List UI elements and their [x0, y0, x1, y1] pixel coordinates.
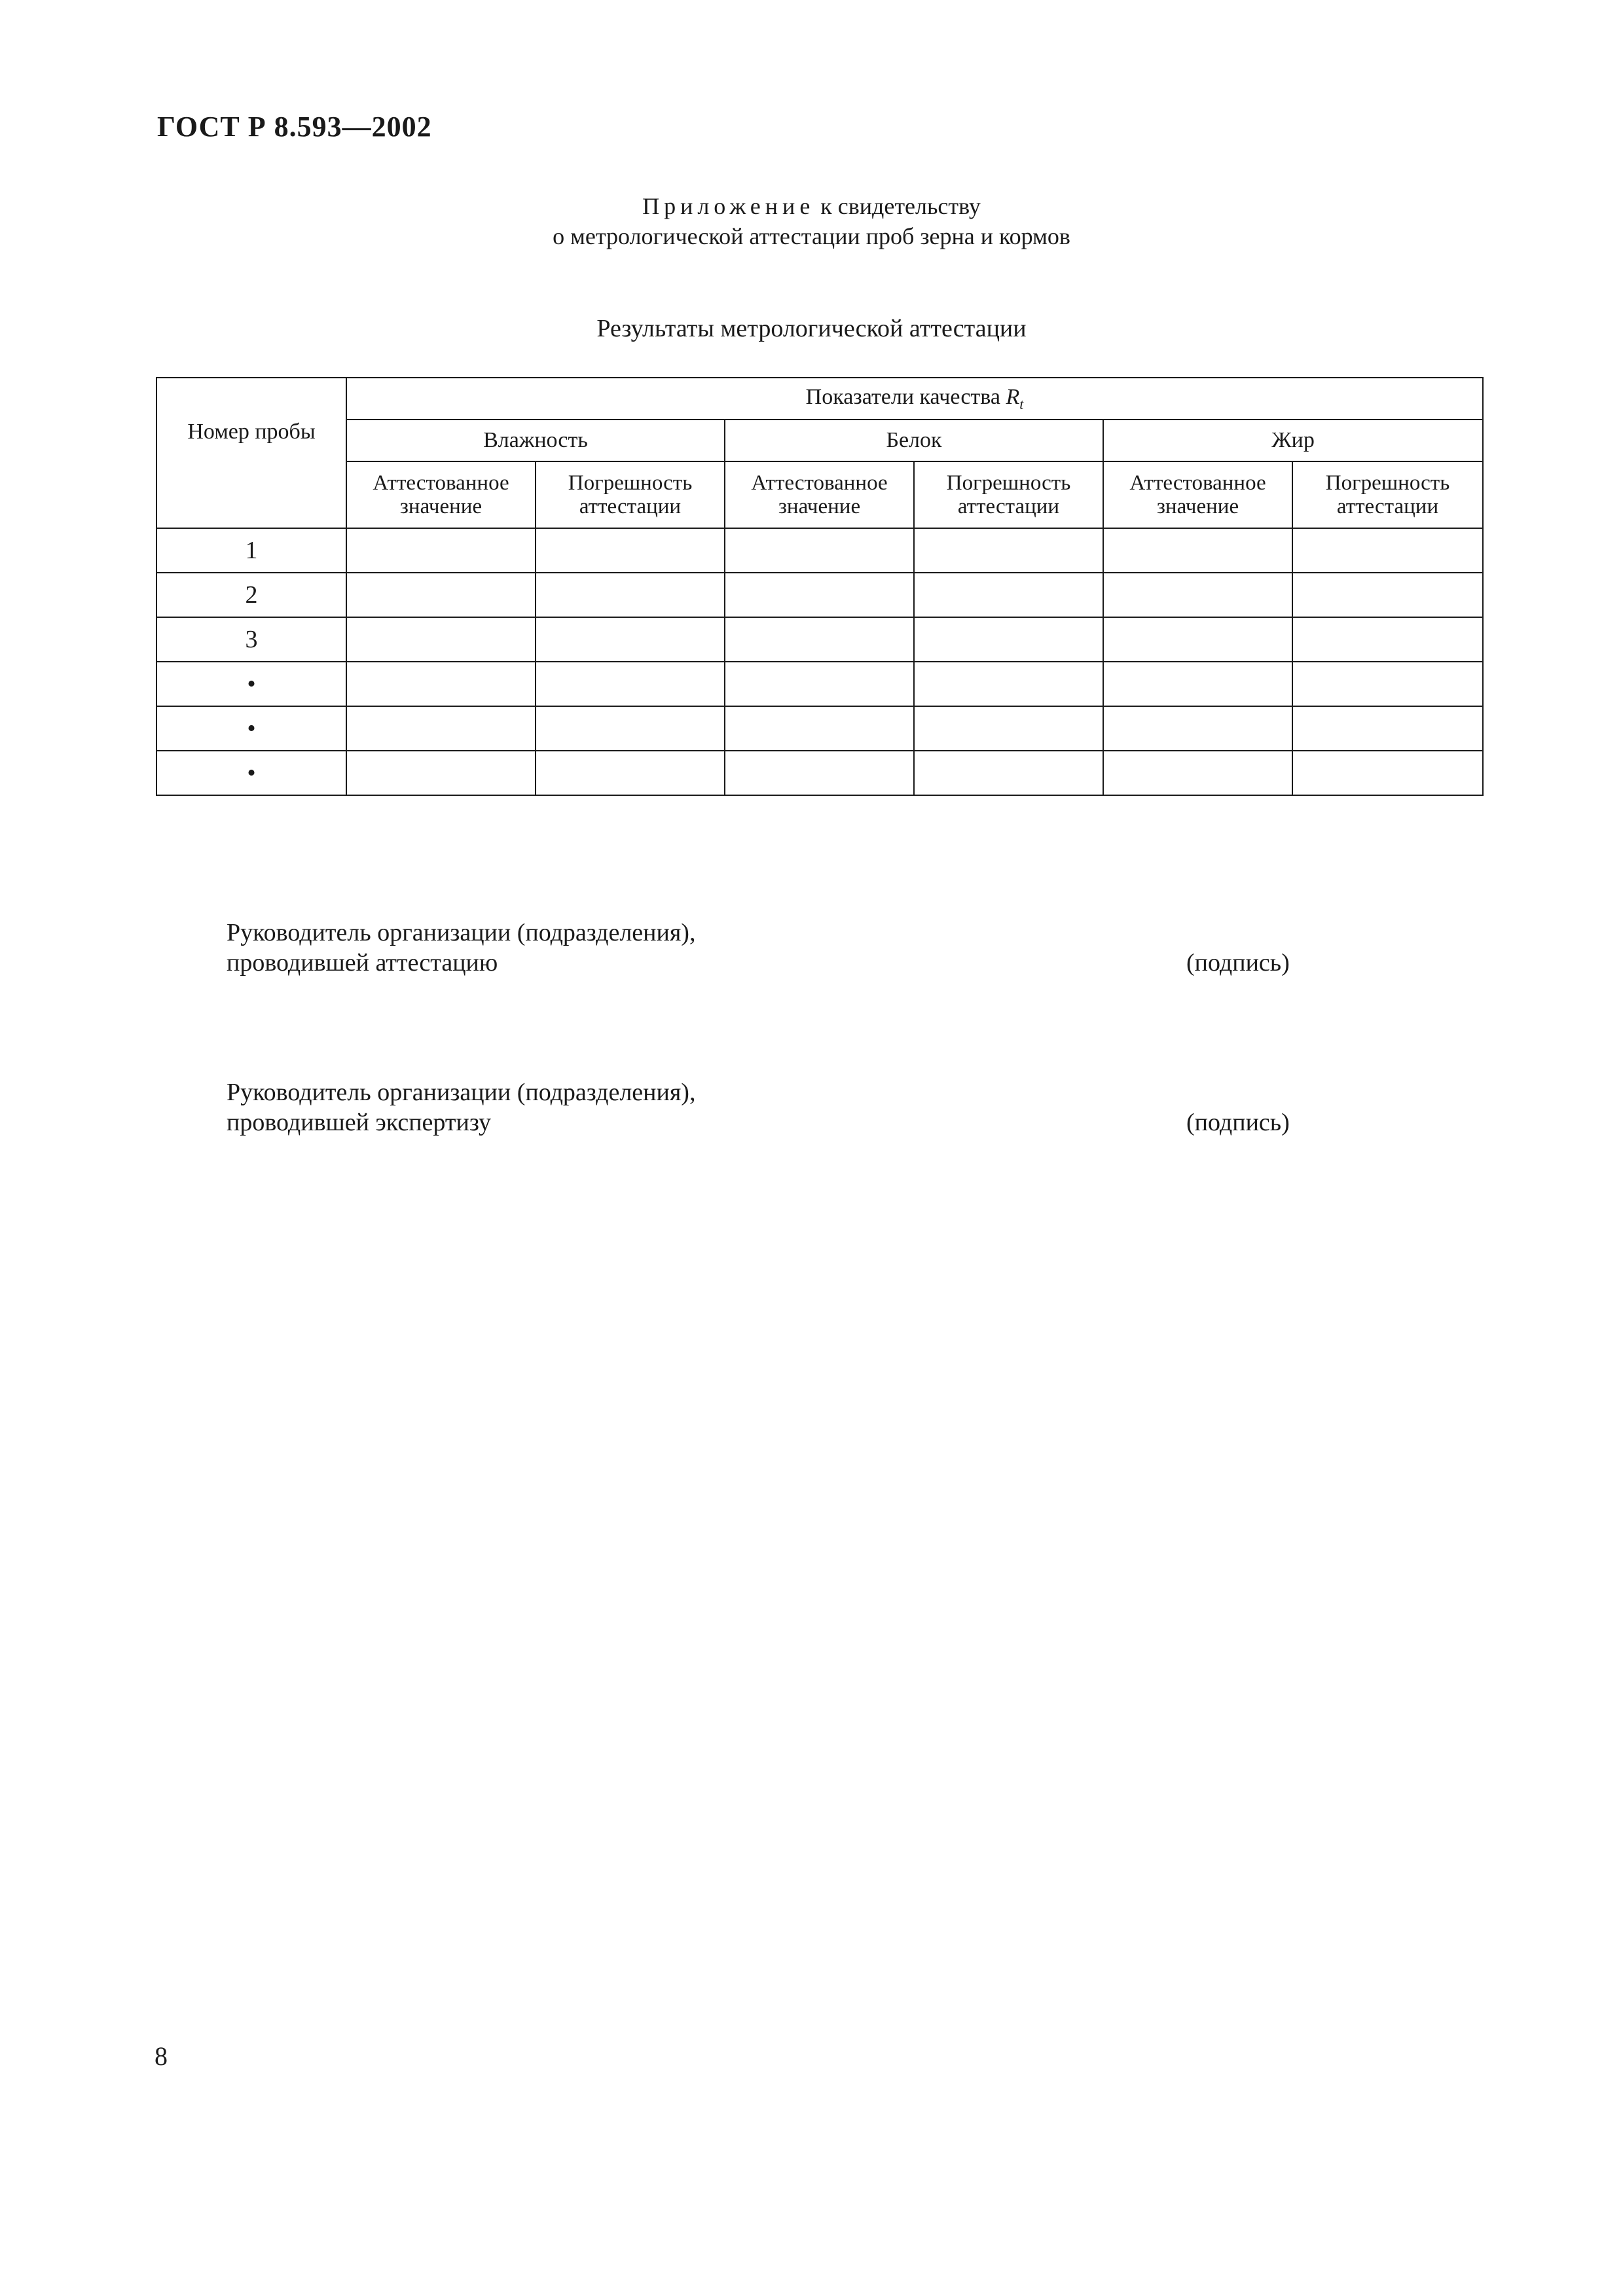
table-cell: [1292, 751, 1483, 795]
table-cell: [1292, 662, 1483, 706]
table-row: [156, 662, 1483, 706]
group-header-fat: Жир: [1103, 420, 1483, 461]
table-row: [156, 528, 1483, 573]
table-cell: [1103, 751, 1292, 795]
subheader-error: Погрешность аттестации: [536, 461, 725, 528]
subheader-value: Аттестованное значение: [346, 461, 536, 528]
table-cell: [914, 573, 1103, 617]
appendix-line-2: о метрологической аттестации проб зерна и кормов: [553, 223, 1070, 249]
subheader-error: Погрешность аттестации: [1292, 461, 1483, 528]
subheader-value: Аттестованное значение: [1103, 461, 1292, 528]
table-row: [156, 573, 1483, 617]
table-cell: [725, 662, 914, 706]
table-cell: [536, 528, 725, 573]
table-cell: [346, 751, 536, 795]
quality-indicators-label: Показатели качества: [805, 384, 1000, 409]
appendix-word: Приложение: [642, 193, 815, 219]
table-cell: [725, 528, 914, 573]
table-cell: [346, 528, 536, 573]
sample-number-header: [156, 378, 346, 528]
table-row: [156, 617, 1483, 662]
row-number: 3: [156, 617, 346, 662]
quality-indicators-header: [346, 378, 1483, 420]
table-body: [156, 528, 1483, 795]
quality-symbol-letter: R: [1006, 384, 1020, 409]
signature-placeholder-expertise: (подпись): [1186, 1109, 1290, 1136]
table-cell: [1292, 706, 1483, 751]
appendix-heading: [0, 191, 1623, 251]
row-number: 2: [156, 573, 346, 617]
row-number: •: [156, 751, 346, 795]
sample-number-label: Номер пробы: [187, 420, 316, 444]
table-cell: [725, 573, 914, 617]
page-number: 8: [155, 2041, 168, 2071]
table-cell: [346, 573, 536, 617]
table-cell: [536, 706, 725, 751]
table-cell: [1103, 617, 1292, 662]
table-cell: [914, 706, 1103, 751]
table-cell: [1292, 528, 1483, 573]
table-cell: [1103, 706, 1292, 751]
quality-symbol-subscript: t: [1019, 395, 1024, 412]
group-header-moisture: Влажность: [346, 420, 725, 461]
table-cell: [725, 706, 914, 751]
signature-role-line-1: Руководитель организации (подразделения),: [227, 919, 696, 946]
table-cell: [536, 662, 725, 706]
table-cell: [346, 617, 536, 662]
table-cell: [536, 617, 725, 662]
table-cell: [914, 617, 1103, 662]
signature-placeholder-attestation: (подпись): [1186, 949, 1290, 977]
table-cell: [1103, 573, 1292, 617]
table-row: [156, 706, 1483, 751]
signature-role-line-2: проводившей аттестацию: [227, 949, 498, 977]
table-cell: [914, 662, 1103, 706]
document-code: ГОСТ Р 8.593—2002: [157, 111, 432, 143]
table-cell: [536, 573, 725, 617]
header-row-2: [156, 420, 1483, 461]
row-number: •: [156, 706, 346, 751]
table-cell: [1292, 573, 1483, 617]
signature-block-expertise: [227, 1077, 695, 1138]
group-header-protein: Белок: [725, 420, 1103, 461]
row-number: 1: [156, 528, 346, 573]
table-cell: [725, 617, 914, 662]
signature-role-line-2: проводившей экспертизу: [227, 1109, 492, 1136]
table-title: Результаты метрологической аттестации: [596, 315, 1027, 342]
row-number: •: [156, 662, 346, 706]
header-row-1: [156, 378, 1483, 420]
table-cell: [346, 706, 536, 751]
results-table: [156, 377, 1484, 796]
table-cell: [914, 528, 1103, 573]
quality-symbol: [1006, 384, 1024, 412]
table-cell: [914, 751, 1103, 795]
subheader-error: Погрешность аттестации: [914, 461, 1103, 528]
table-row: [156, 751, 1483, 795]
signature-role-line-1: Руководитель организации (подразделения),: [227, 1079, 696, 1106]
table-cell: [1292, 617, 1483, 662]
table-cell: [536, 751, 725, 795]
appendix-line-1: [0, 191, 1623, 221]
subheader-value: Аттестованное значение: [725, 461, 914, 528]
header-row-3: [156, 461, 1483, 528]
table-cell: [346, 662, 536, 706]
table-cell: [1103, 528, 1292, 573]
table-cell: [725, 751, 914, 795]
table-cell: [1103, 662, 1292, 706]
appendix-line-1-rest: к свидетельству: [814, 193, 981, 219]
signature-block-attestation: [227, 918, 695, 978]
